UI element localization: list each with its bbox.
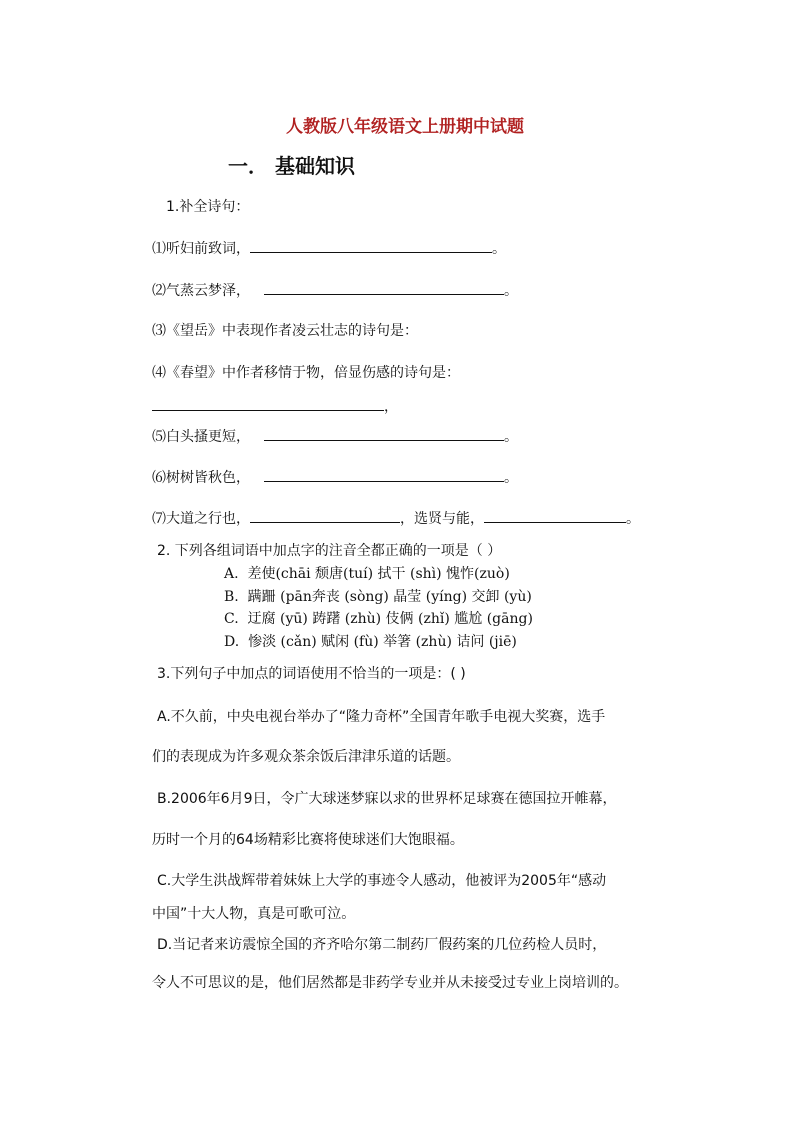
- question-3-option-b-line-2: 历时一个月的64场精彩比赛将使球迷们大饱眼福。: [152, 832, 464, 848]
- question-2-option-a: [224, 563, 510, 583]
- answer-blank[interactable]: [250, 238, 492, 253]
- option-text: 蹒跚 (pān奔丧 (sòng) 晶莹 (yíng) 交卸 (yù): [247, 589, 532, 605]
- poem-line-4-answer-suffix: ，: [384, 399, 398, 415]
- poem-line-3: ⑶《望岳》中表现作者凌云壮志的诗句是：: [152, 323, 418, 339]
- question-2-option-d: [224, 631, 517, 651]
- question-2-option-c: [224, 608, 533, 628]
- poem-line-7: [152, 508, 640, 528]
- question-1-label: 1.补全诗句：: [166, 199, 250, 215]
- answer-blank[interactable]: [250, 508, 400, 523]
- poem-line-6-suffix: 。: [504, 470, 518, 486]
- answer-blank[interactable]: [264, 426, 504, 441]
- option-key: B.: [224, 589, 239, 605]
- option-key: D.: [224, 634, 240, 650]
- poem-line-7-suffix: 。: [626, 511, 640, 527]
- option-text: 迂腐 (yū) 踌躇 (zhù) 伎俩 (zhǐ) 尴尬 (gāng): [247, 611, 533, 627]
- option-key: C.: [224, 611, 239, 627]
- question-3-option-a-line-2: 们的表现成为许多观众茶余饭后津津乐道的话题。: [152, 749, 460, 765]
- poem-line-7-mid: ，选贤与能，: [400, 511, 484, 527]
- question-3-option-c-line-2: 中国”十大人物，真是可歌可泣。: [152, 906, 356, 922]
- question-3-option-d-line-2: 令人不可思议的是，他们居然都是非药学专业并从未接受过专业上岗培训的。: [152, 975, 628, 991]
- page-title: 人教版八年级语文上册期中试题: [286, 117, 524, 137]
- question-3-label: 3.下列句子中加点的词语使用不恰当的一项是：( ): [157, 666, 466, 682]
- poem-line-2-suffix: 。: [504, 283, 518, 299]
- poem-line-5: [152, 426, 518, 446]
- question-2-label: 2. 下列各组词语中加点字的注音全都正确的一项是（ ）: [157, 543, 502, 559]
- poem-line-6: [152, 467, 518, 487]
- poem-line-7-prefix: ⑺大道之行也，: [152, 511, 250, 527]
- poem-line-6-prefix: ⑹树树皆秋色，: [152, 470, 250, 486]
- answer-blank[interactable]: [152, 396, 384, 411]
- poem-line-1-prefix: ⑴听妇前致词，: [152, 241, 250, 257]
- poem-line-2-prefix: ⑵气蒸云梦泽，: [152, 283, 250, 299]
- poem-line-1-suffix: 。: [492, 241, 506, 257]
- answer-blank[interactable]: [264, 467, 504, 482]
- section-heading: 一． 基础知识: [228, 154, 355, 178]
- option-text: 惨淡 (cǎn) 赋闲 (fù) 举箸 (zhù) 诘问 (jiē): [248, 634, 517, 650]
- poem-line-5-suffix: 。: [504, 429, 518, 445]
- poem-line-4: ⑷《春望》中作者移情于物，倍显伤感的诗句是：: [152, 365, 460, 381]
- option-key: A.: [224, 566, 239, 582]
- question-3-option-d-line-1: D.当记者来访震惊全国的齐齐哈尔第二制药厂假药案的几位药检人员时，: [157, 937, 607, 953]
- question-3-option-c-line-1: C.大学生洪战辉带着妹妹上大学的事迹令人感动，他被评为2005年“感动: [157, 873, 607, 889]
- question-3-option-b-line-1: B.2006年6月9日，令广大球迷梦寐以求的世界杯足球赛在德国拉开帷幕，: [157, 791, 617, 807]
- poem-line-4-answer: [152, 396, 398, 416]
- answer-blank[interactable]: [484, 508, 626, 523]
- poem-line-2: [152, 280, 518, 300]
- question-2-option-b: [224, 586, 532, 606]
- poem-line-5-prefix: ⑸白头搔更短，: [152, 429, 250, 445]
- poem-line-1: [152, 238, 506, 258]
- option-text: 差使(chāi 颓唐(tuí) 拭干 (shì) 愧怍(zuò): [247, 566, 510, 582]
- answer-blank[interactable]: [264, 280, 504, 295]
- question-3-option-a-line-1: A.不久前，中央电视台举办了“隆力奇杯”全国青年歌手电视大奖赛，选手: [157, 709, 606, 725]
